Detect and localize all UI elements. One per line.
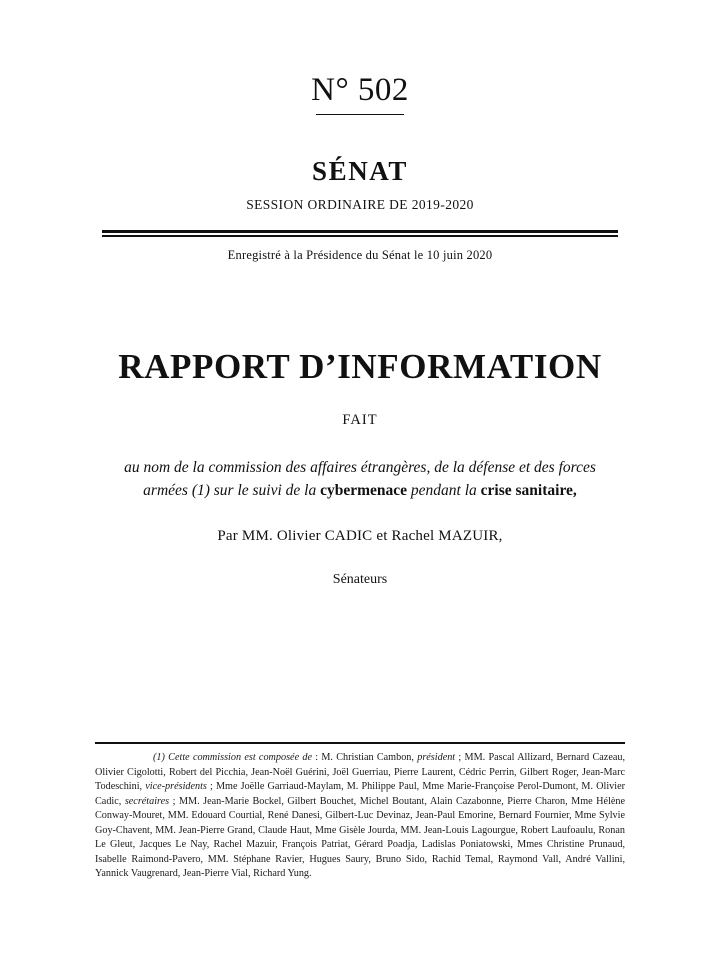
footnote-role-vice-presidents: vice-présidents — [145, 781, 207, 793]
session-label: SESSION ORDINAIRE DE 2019-2020 — [246, 196, 474, 212]
authors-role: Sénateurs — [332, 572, 388, 588]
footnote-marker: (1) — [153, 752, 165, 764]
document-number — [0, 0, 720, 115]
subject-line-1: au nom de la commission des affaires étrangères, de la défense et des forces — [124, 458, 596, 476]
subject-keyword-crise-sanitaire: crise sanitaire, — [480, 482, 577, 500]
footnote-intro: Cette commission est composée de — [168, 752, 312, 764]
footnote-segment-1: : M. Christian Cambon, — [311, 752, 418, 764]
document-number-text: N° 502 — [307, 72, 413, 115]
footnote-role-secretaires: secrétaires — [124, 795, 170, 807]
subject-line-2-part-2: pendant la — [407, 482, 481, 500]
footnote-segment-4: ; MM. Jean-Marie Bockel, Gilbert Bouchet, Michel Boutant, Alain Cazabonne, Pierre Charon, Mme Hélène Conway-Mouret, MM. Edouard Courtial, René Danesi, Gilbert-Luc Devinaz, Jean-Paul Emorine, Bernard Fournier, Mme Sylvie Goy-Chavent, MM. Jean-Pierre Grand, Claude Haut, Mme Gisèle Jourda, MM. Jean-Louis Lagourgue, Robert Laufoaulu, Ronan Le Gleut, Jacques Le Nay, Rachel Mazuir, François Patriat, Gérard Poadja, Ladislas Poniatowski, Mmes Christine Prunaud, Isabelle Raimond-Pavero, MM. Stéphane Ravier, Hugues Saury, Bruno Sido, Rachid Temal, Raymond Vall, André Vallini, Yannick Vaugrenard, Jean-Pierre Vial, Richard Yung. — [95, 795, 625, 880]
footnote-segment-2: ; MM. Pascal Allizard, Bernard Cazeau, Olivier Cigolotti, Robert del Picchia, Jean-Noël Guérini, Joël Guerriau, Pierre Laurent, Cédric Perrin, Gilbert Roger, Jean-Marc Todeschini, — [95, 752, 626, 793]
subject-keyword-cybermenace: cybermenace — [320, 482, 408, 500]
report-authors: Par MM. Olivier CADIC et Rachel MAZUIR, — [217, 528, 503, 545]
footnote-role-president: président — [417, 752, 456, 764]
title-block — [0, 263, 720, 589]
footnote-segment-3: ; Mme Joëlle Garriaud-Maylam, M. Philippe Paul, Mme Marie-Françoise Perol-Dumont, M. Olivier Cadic, — [95, 781, 625, 807]
report-title: RAPPORT D’INFORMATION — [118, 346, 602, 386]
footnote-text — [95, 744, 625, 881]
fait-label: FAIT — [342, 411, 378, 428]
chamber-name: SÉNAT — [311, 156, 409, 187]
footnote — [95, 742, 625, 882]
masthead — [0, 0, 720, 263]
report-subject — [100, 429, 620, 503]
subject-line-2-part-1: armées (1) sur le suivi de la — [143, 482, 321, 500]
deposit-statement: Enregistré à la Présidence du Sénat le 10 juin 2020 — [227, 247, 493, 262]
